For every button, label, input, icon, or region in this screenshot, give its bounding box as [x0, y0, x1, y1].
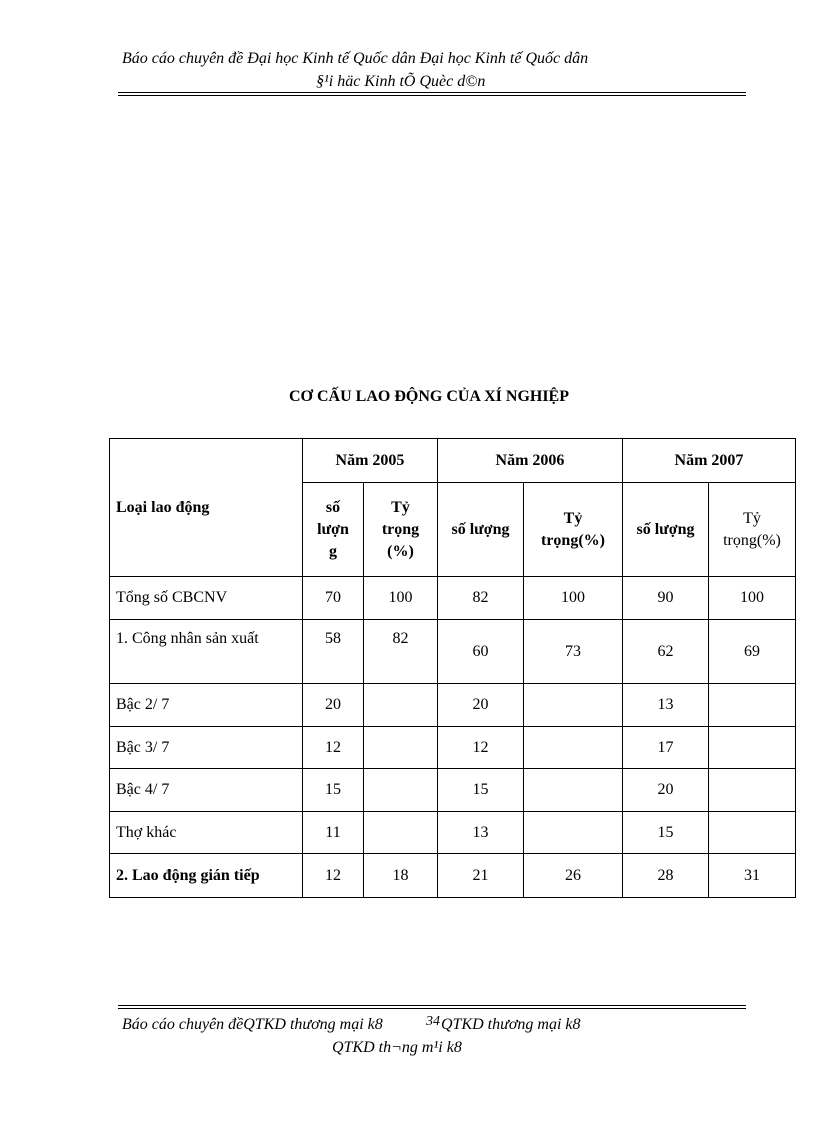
- footer-rule-top: [118, 1005, 746, 1006]
- cell-2007-pct: 100: [709, 577, 796, 620]
- row-label: Bậc 2/ 7: [110, 684, 303, 727]
- cell-2005-pct: [364, 727, 438, 769]
- cell-2005-qty: 12: [303, 727, 364, 769]
- labor-type-header: Loại lao động: [110, 439, 303, 577]
- cell-2007-qty: 13: [623, 684, 709, 727]
- table-row: [110, 769, 796, 812]
- share-header-2005: Tỷ trọng (%): [364, 483, 438, 577]
- cell-2005-qty: 20: [303, 684, 364, 727]
- quantity-header-2006: số lượng: [438, 483, 524, 577]
- cell-2005-pct: [364, 769, 438, 812]
- share-header-2006: Tỷ trọng(%): [524, 483, 623, 577]
- cell-2007-pct: 31: [709, 854, 796, 898]
- cell-2007-pct: [709, 769, 796, 812]
- cell-2007-qty: 15: [623, 812, 709, 854]
- cell-2006-pct: 26: [524, 854, 623, 898]
- cell-2007-qty: 28: [623, 854, 709, 898]
- quantity-header-2007: số lượng: [623, 483, 709, 577]
- year-2007-header: Năm 2007: [623, 439, 796, 483]
- row-label: 1. Công nhân sản xuất: [110, 620, 303, 684]
- footer-rule-bottom: [118, 1008, 746, 1009]
- cell-2007-pct: [709, 812, 796, 854]
- cell-2005-qty: 70: [303, 577, 364, 620]
- table-row: [110, 854, 796, 898]
- header-rule-top: [118, 92, 746, 93]
- table-row: [110, 727, 796, 769]
- cell-2006-qty: 15: [438, 769, 524, 812]
- share-header-2007: Tỷ trọng(%): [709, 483, 796, 577]
- footer-line-1-continued: QTKD thương mại k8: [441, 1016, 581, 1033]
- cell-2005-qty: 11: [303, 812, 364, 854]
- header-rule-bottom: [118, 95, 746, 96]
- table-row: [110, 684, 796, 727]
- cell-2005-pct: 82: [364, 620, 438, 684]
- header-line-2: §¹i häc Kinh tÕ Quèc d©n: [316, 73, 486, 90]
- table-row: [110, 620, 796, 684]
- cell-2006-pct: [524, 812, 623, 854]
- cell-2006-pct: 100: [524, 577, 623, 620]
- row-label: Bậc 3/ 7: [110, 727, 303, 769]
- cell-2005-pct: 18: [364, 854, 438, 898]
- row-label: Tổng số CBCNV: [110, 577, 303, 620]
- cell-2006-pct: [524, 727, 623, 769]
- cell-2006-qty: 13: [438, 812, 524, 854]
- row-label: 2. Lao động gián tiếp: [110, 854, 303, 898]
- cell-2007-pct: [709, 727, 796, 769]
- cell-2007-qty: 20: [623, 769, 709, 812]
- labor-structure-table: [109, 438, 796, 898]
- cell-2005-pct: [364, 812, 438, 854]
- cell-2005-pct: 100: [364, 577, 438, 620]
- table-row: [110, 577, 796, 620]
- cell-2005-qty: 12: [303, 854, 364, 898]
- cell-2006-qty: 60: [438, 620, 524, 684]
- cell-2006-qty: 82: [438, 577, 524, 620]
- cell-2005-pct: [364, 684, 438, 727]
- page-number: 34: [426, 1014, 440, 1029]
- row-label: Bậc 4/ 7: [110, 769, 303, 812]
- table-row: [110, 812, 796, 854]
- footer-line-2: QTKD th¬ng m¹i k8: [332, 1039, 462, 1056]
- cell-2006-pct: [524, 769, 623, 812]
- cell-2005-qty: 58: [303, 620, 364, 684]
- footer-line-1: Báo cáo chuyên đềQTKD thương mại k8: [122, 1016, 383, 1033]
- cell-2006-qty: 20: [438, 684, 524, 727]
- year-header-row: [110, 439, 796, 483]
- cell-2006-qty: 21: [438, 854, 524, 898]
- cell-2007-qty: 17: [623, 727, 709, 769]
- cell-2007-qty: 62: [623, 620, 709, 684]
- cell-2007-pct: 69: [709, 620, 796, 684]
- cell-2006-qty: 12: [438, 727, 524, 769]
- cell-2007-qty: 90: [623, 577, 709, 620]
- year-2005-header: Năm 2005: [303, 439, 438, 483]
- cell-2006-pct: 73: [524, 620, 623, 684]
- cell-2007-pct: [709, 684, 796, 727]
- table-title: CƠ CẤU LAO ĐỘNG CỦA XÍ NGHIỆP: [288, 388, 569, 405]
- cell-2006-pct: [524, 684, 623, 727]
- row-label: Thợ khác: [110, 812, 303, 854]
- quantity-header-2005: số lượn g: [303, 483, 364, 577]
- header-line-1: Báo cáo chuyên đề Đại học Kinh tế Quốc dân Đại học Kinh tế Quốc dân: [122, 50, 589, 67]
- cell-2005-qty: 15: [303, 769, 364, 812]
- year-2006-header: Năm 2006: [438, 439, 623, 483]
